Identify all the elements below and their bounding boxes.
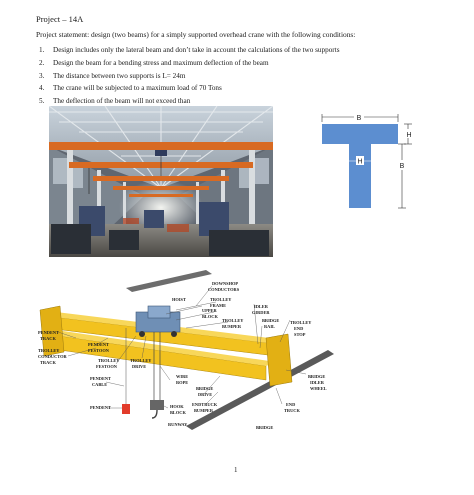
label-downshop-conductors: CONDUCTORS (208, 287, 240, 292)
label-trolley-conductor-track: TRACK (40, 360, 56, 365)
beam-flange (322, 124, 398, 144)
condition-text: The crane will be subjected to a maximum load of 70 Tons (53, 84, 222, 93)
runway-rail-back (126, 270, 212, 292)
label-hook-block: HOOK (170, 404, 184, 409)
condition-text: Design the beam for a bending stress and maximum deflection of the beam (53, 58, 269, 67)
hook (152, 410, 157, 418)
label-trolley-drive: TROLLEY (130, 358, 152, 363)
label-hoist: HOIST (172, 297, 186, 302)
label-end-truck: END (286, 402, 296, 407)
label-trolley-festoon: TROLLEY (98, 358, 120, 363)
page-number: 1 (234, 466, 238, 474)
label-bridge-bottom: BRIDGE (256, 425, 274, 430)
crane-hall-photo (49, 106, 273, 257)
end-truck-right (266, 334, 292, 386)
beam-cross-section-diagram (316, 110, 422, 218)
page-title: Project – 14A (36, 14, 84, 24)
condition-number: 3. (39, 71, 45, 80)
pendent-control (122, 404, 130, 414)
label-pendent: PENDENT (90, 405, 111, 410)
label-end-truck: TRUCK (284, 408, 300, 413)
label-bridge-idler-wheel: WHEEL (310, 386, 327, 391)
label-pendent-track: PENDENT (38, 330, 59, 335)
condition-item (36, 57, 436, 70)
label-upper-block: UPPER (202, 308, 217, 313)
label-trolley-conductor-track: CONDUCTOR (38, 354, 67, 359)
hoist-rope-and-hook (154, 332, 160, 400)
web-height-dimension (398, 144, 406, 208)
condition-number: 2. (39, 58, 45, 67)
condition-text: Design includes only the lateral beam and don’t take in account the calculations of the two supports (53, 46, 340, 54)
label-trolley-drive: DRIVE (132, 364, 147, 369)
label-pendent-cable: CABLE (92, 382, 108, 387)
beam-web (349, 144, 371, 208)
condition-item (36, 44, 436, 57)
label-trolley-end-stop: TROLLEY (290, 320, 312, 325)
hook-block (150, 400, 164, 410)
label-bridge-rail: RAIL (264, 324, 275, 329)
label-trolley-frame: TROLLEY (210, 297, 232, 302)
label-pendent-festoon: PENDENT (88, 342, 109, 347)
label-bridge-rail: BRIDGE (262, 318, 280, 323)
condition-item (36, 70, 436, 83)
condition-item (36, 82, 436, 95)
label-hook-block: BLOCK (170, 410, 186, 415)
label-trolley-bumper: BUMPER (222, 324, 242, 329)
label-pendent-track: TRACK (40, 336, 56, 341)
condition-number: 5. (39, 97, 45, 106)
label-wire-rope: ROPE (176, 380, 189, 385)
label-pendent-cable: PENDENT (90, 376, 111, 381)
label-bridge-idler-wheel: IDLER (310, 380, 324, 385)
conditions-list (36, 44, 436, 108)
condition-text: The deflection of the beam will not exceed than (53, 97, 191, 106)
project-statement: Project statement: design (two beams) for a simply supported overhead crane with the following conditions: (36, 30, 356, 39)
label-trolley-conductor-track: TROLLEY (38, 348, 60, 353)
label-bridge-idler-wheel: BRIDGE (308, 374, 326, 379)
label-bridge-drive: BRIDGE (196, 386, 214, 391)
overhead-crane-diagram (36, 266, 346, 432)
label-bridge-drive: DRIVE (198, 392, 213, 397)
condition-number: 4. (39, 84, 45, 93)
web-height-label: B (399, 163, 405, 170)
condition-number: 1. (39, 46, 45, 54)
label-downshop-conductors: DOWNSHOP (212, 281, 239, 286)
label-endtruck-bumper: ENDTRUCK (192, 402, 218, 407)
label-trolley-frame: FRAME (210, 303, 227, 308)
label-trolley-end-stop: END (294, 326, 304, 331)
web-width-label: H (357, 158, 363, 166)
label-runway: RUNWAY (168, 422, 188, 427)
flange-height-label: H (406, 132, 412, 139)
label-trolley-festoon: FESTOON (96, 364, 117, 369)
label-idler-girder: IDLER (254, 304, 268, 309)
label-idler-girder: GIRDER (252, 310, 270, 315)
label-pendent-festoon: FESTOON (88, 348, 109, 353)
label-endtruck-bumper: BUMPER (194, 408, 214, 413)
label-wire-rope: WIRE (176, 374, 189, 379)
label-upper-block: BLOCK (202, 314, 218, 319)
flange-width-label: B (356, 115, 362, 122)
label-trolley-bumper: TROLLEY (222, 318, 244, 323)
condition-text: The distance between two supports is L= 24m (53, 71, 186, 80)
label-trolley-end-stop: STOP (294, 332, 306, 337)
